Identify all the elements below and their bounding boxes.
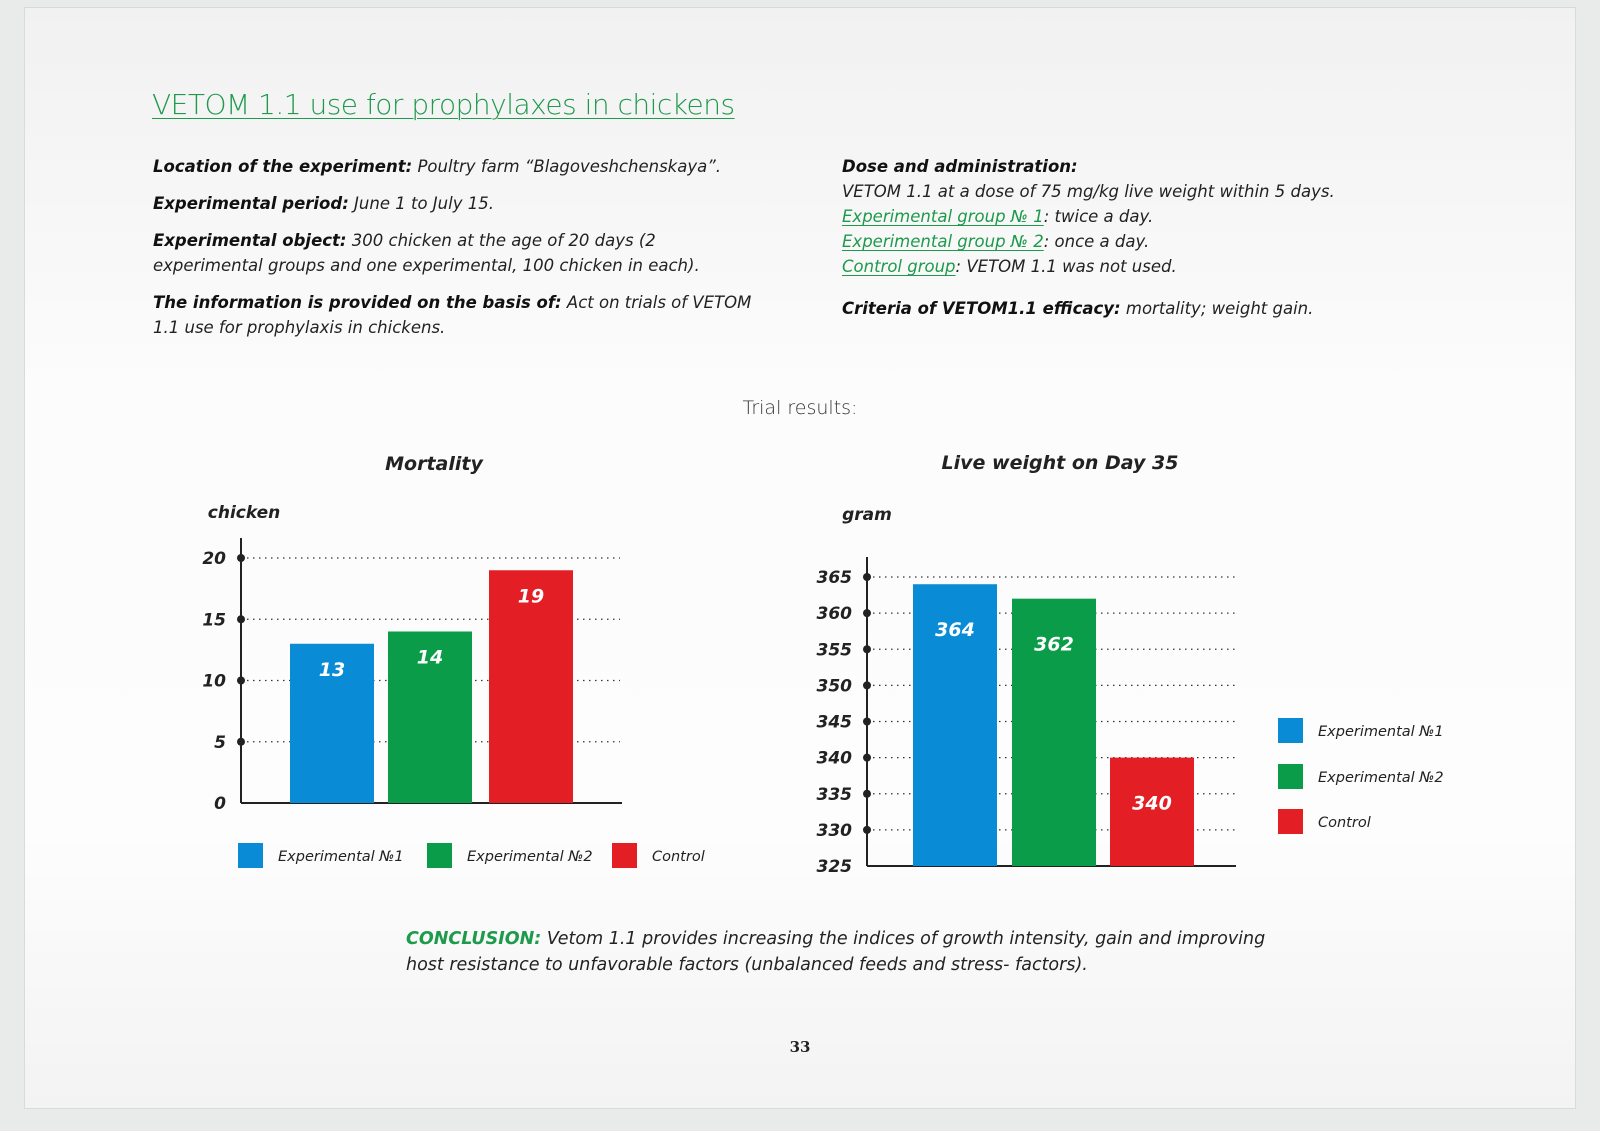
- bar-value-label: 362: [1034, 633, 1074, 656]
- y-axis-label: gram: [842, 505, 892, 525]
- info-object-text: 300 chicken at the age of 20 days (2 experimental groups and one experimental, 100 chicken in each).: [153, 231, 700, 275]
- legend-label: Experimental №2: [467, 849, 593, 865]
- y-axis-label: chicken: [207, 503, 281, 523]
- y-tick-label: 10: [202, 671, 226, 692]
- y-tick-label: 365: [816, 568, 852, 588]
- y-tick-label: 20: [202, 549, 226, 569]
- info-location-label: Location of the experiment:: [153, 157, 413, 176]
- info-period-label: Experimental period:: [153, 194, 349, 213]
- y-tick-label: 0: [214, 794, 226, 814]
- conclusion-label: CONCLUSION:: [406, 929, 542, 949]
- conclusion-text: Vetom 1.1 provides increasing the indices of growth intensity, gain and improving host resistance to unfavorable factors (unbalanced feeds and stress- factors).: [406, 929, 1266, 975]
- y-tick-label: 345: [816, 712, 852, 733]
- info-basis-text: Act on trials of VETOM 1.1 use for prophylaxis in chickens.: [153, 293, 752, 337]
- bar-value-label: 19: [517, 585, 545, 608]
- info-basis-label: The information is provided on the basis of:: [153, 293, 562, 312]
- legend-swatch: [1278, 718, 1303, 743]
- dose-text: VETOM 1.1 at a dose of 75 mg/kg live weight within 5 days.: [842, 182, 1335, 201]
- info-object-label: Experimental object:: [153, 231, 347, 250]
- y-tick-label: 360: [816, 604, 852, 625]
- group-3-text: : VETOM 1.1 was not used.: [955, 257, 1177, 276]
- criteria-label: Criteria of VETOM1.1 efficacy:: [842, 299, 1121, 318]
- conclusion: [406, 926, 1286, 978]
- legend-label: Experimental №1: [1318, 724, 1444, 740]
- bar-value-label: 13: [318, 658, 346, 681]
- y-tick-label: 325: [816, 857, 852, 877]
- y-tick-label: 355: [816, 640, 852, 661]
- info-location-text: Poultry farm “Blagoveshchenskaya”.: [412, 157, 722, 176]
- control-group-link[interactable]: Control group: [842, 257, 956, 276]
- group-1-text: : twice a day.: [1043, 207, 1154, 226]
- bar-value-label: 340: [1132, 792, 1172, 815]
- y-tick-label: 330: [816, 820, 852, 841]
- info-period-text: June 1 to July 15.: [348, 194, 494, 213]
- page-number: 33: [789, 1038, 811, 1056]
- experimental-group-2-link[interactable]: Experimental group № 2: [842, 232, 1044, 251]
- y-tick-label: 15: [202, 610, 226, 631]
- y-tick-label: 5: [214, 732, 226, 753]
- y-tick-label: 350: [816, 676, 852, 697]
- criteria-text: mortality; weight gain.: [1120, 299, 1314, 318]
- trial-results-label: Trial results:: [742, 397, 858, 419]
- bar-value-label: 364: [935, 619, 975, 642]
- y-tick-label: 335: [816, 784, 852, 805]
- legend-label: Experimental №2: [1318, 770, 1444, 786]
- page-title: VETOM 1.1 use for prophylaxes in chickens: [152, 88, 735, 121]
- bar-value-label: 14: [416, 646, 444, 669]
- chart-title: Mortality: [385, 453, 483, 475]
- legend-swatch: [1278, 764, 1303, 789]
- dose-label: Dose and administration:: [842, 157, 1078, 176]
- legend-swatch: [1278, 809, 1303, 834]
- legend-label: Control: [652, 849, 705, 865]
- group-2-text: : once a day.: [1043, 232, 1150, 251]
- legend-label: Control: [1318, 815, 1371, 831]
- experimental-group-1-link[interactable]: Experimental group № 1: [842, 207, 1044, 226]
- y-tick-label: 340: [816, 748, 852, 769]
- chart-title: Live weight on Day 35: [941, 452, 1179, 474]
- legend-label: Experimental №1: [278, 849, 404, 865]
